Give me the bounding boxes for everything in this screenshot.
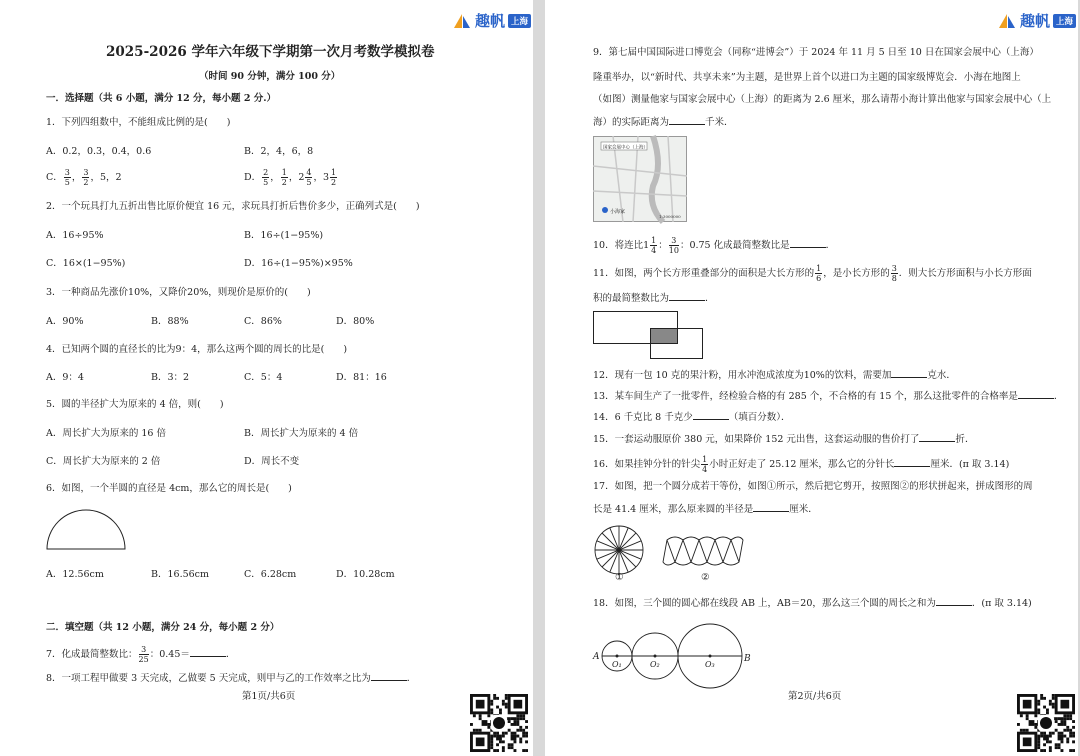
- option-text: C．周长扩大为原来的 2 倍: [46, 456, 161, 467]
- answer-blank[interactable]: [371, 671, 407, 681]
- question-17: 17．如图，把一个圆分成若干等份，如图①所示，然后把它剪开，按照图②的形状拼起来，拼成图形的周: [593, 481, 1033, 492]
- question-7: 7．化成最简整数比： $\frac{3}{25}$ ：0.45＝ ．: [46, 645, 236, 664]
- option-text: A．90%: [46, 316, 84, 327]
- question-11-line: 积的最简整数比为 ．: [593, 293, 715, 304]
- option-text: A．0.2，0.3，0.4，0.6: [46, 146, 152, 157]
- question-1: 1．下列四组数中，不能组成比例的是( ): [46, 117, 231, 128]
- question-14: 14．6 千克比 8 千克少 （填百分数）．: [593, 412, 791, 423]
- question-13: 13．某车间生产了一批零件，经检验合格的有 285 个，不合格的有 15 个，那么这批零件的合格率是 ．: [593, 391, 1064, 402]
- option-text: B．16÷(1−95%): [244, 230, 324, 241]
- sail-icon: [997, 12, 1017, 30]
- question-16: 16．如果挂钟分针的针尖 $\frac{1}{4}$ 小时正好走了 25.12 厘米，那么它的分针长 厘米．(π 取 3.14): [593, 455, 1010, 474]
- figure-label: ②: [701, 572, 710, 583]
- label-a: A: [593, 652, 600, 662]
- answer-blank[interactable]: [753, 502, 789, 512]
- question-3: 3．一种商品先涨价10%，又降价20%，则现价是原价的( ): [46, 287, 311, 298]
- question-2: 2．一个玩具打九五折出售比原价便宜 16 元，求玩具打折后售价多少，正确列式是( ): [46, 201, 420, 212]
- exam-page-2: [545, 0, 1078, 756]
- answer-blank[interactable]: [936, 596, 972, 606]
- answer-blank[interactable]: [669, 115, 705, 125]
- qr-code: [1017, 694, 1075, 752]
- option-text: D．81：16: [336, 372, 387, 383]
- option-text: C．6.28cm: [244, 569, 297, 580]
- option-text: B．88%: [151, 316, 189, 327]
- label-o3: O₃: [705, 660, 715, 669]
- three-circles-figure: [589, 620, 749, 676]
- question-6: 6．如图，一个半圆的直径是 4cm，那么它的周长是( ): [46, 483, 292, 494]
- question-18: 18．如图，三个圆的圆心都在线段 AB 上，AB＝20，那么这三个圆的周长之和为 ．(π 取 3.14): [593, 598, 1032, 609]
- answer-blank[interactable]: [190, 647, 226, 657]
- exam-page-1: [0, 0, 533, 756]
- answer-blank[interactable]: [919, 432, 955, 442]
- qr-code: [470, 694, 528, 752]
- semicircle-figure: [44, 506, 128, 552]
- option-text: B．周长扩大为原来的 4 倍: [244, 428, 359, 439]
- answer-blank[interactable]: [891, 368, 927, 378]
- option-text: A．周长扩大为原来的 16 倍: [46, 428, 166, 439]
- option-text: C．5：4: [244, 372, 283, 383]
- label-o2: O₂: [650, 660, 660, 669]
- question-9-line: （如图）测量他家与国家会展中心（上海）的距离为 2.6 厘米，那么请帮小海计算出他家与国家会展中心（上: [593, 94, 1052, 105]
- answer-blank[interactable]: [790, 238, 826, 248]
- overlapping-rectangles-figure: [593, 310, 705, 360]
- question-17-line: 长是 41.4 厘米，那么原来圆的半径是 厘米．: [593, 504, 818, 515]
- label-b: B: [744, 654, 751, 664]
- question-4: 4．已知两个圆的直径长的比为9：4，那么这两个圆的周长的比是( ): [46, 344, 348, 355]
- page-footer: 第2页/共6页: [788, 691, 842, 702]
- map-figure: [593, 136, 687, 222]
- map-venue-label: 国家会展中心（上海）: [603, 145, 648, 151]
- option-text: D．16÷(1−95%)×95%: [244, 258, 353, 269]
- question-9-line: 海）的实际距离为 千米．: [593, 117, 734, 128]
- section-heading: 二．填空题（共 12 小题，满分 24 分，每小题 2 分）: [46, 622, 280, 633]
- option-text: C． $\frac{3}{5}$ ， $\frac{3}{2}$ ，5，2: [46, 168, 122, 187]
- option-text: D．80%: [336, 316, 375, 327]
- question-9-line: 隆重举办，以“新时代、共享未来”为主题，是世界上首个以进口为主题的国家级博览会．小海在地图上: [593, 72, 1021, 83]
- option-text: B．3：2: [151, 372, 190, 383]
- question-8: 8．一项工程甲做要 3 天完成，乙做要 5 天完成，则甲与乙的工作效率之比为 ．: [46, 673, 417, 684]
- figure-label: ①: [615, 572, 624, 583]
- option-text: C．16×(1−95%): [46, 258, 126, 269]
- question-15: 15．一套运动服原价 380 元，如果降价 152 元出售，这套运动服的售价打了 折．: [593, 434, 975, 445]
- question-10: 10．将连比1 $\frac{1}{4}$ ： $\frac{3}{10}$ ：0.75 化成最简整数比是 ．: [593, 236, 836, 255]
- map-scale: 1:3000000: [659, 214, 681, 219]
- page-title: 2025-2026 学年六年级下学期第一次月考数学模拟卷: [106, 44, 435, 60]
- answer-blank[interactable]: [693, 410, 729, 420]
- sail-icon: [452, 12, 472, 30]
- answer-blank[interactable]: [1018, 389, 1054, 399]
- option-text: A．16÷95%: [46, 230, 104, 241]
- page-footer: 第1页/共6页: [242, 691, 296, 702]
- option-text: D．周长不变: [244, 456, 300, 467]
- map-home-label: 小海家: [610, 209, 626, 215]
- brand-logo: 趣帆 上海: [997, 10, 1076, 31]
- question-9: 9．第七届中国国际进口博览会（同称“进博会”）于 2024 年 11 月 5 日至 10 日在国家会展中心（上海）: [593, 47, 1039, 58]
- label-o1: O₁: [612, 660, 622, 669]
- question-11: 11．如图，两个长方形重叠部分的面积是大长方形的 $\frac{1}{6}$ ，是小长方形的 $\frac{3}{8}$ ．则大长方形面积与小长方形面: [593, 264, 1032, 283]
- subtitle: （时间 90 分钟，满分 100 分）: [199, 71, 341, 82]
- option-text: D． $\frac{2}{5}$ ， $\frac{1}{2}$ ，2 $\frac{4}{5}$ ，3 $\frac{1}{2}$: [244, 168, 337, 187]
- option-text: B．2，4，6，8: [244, 146, 314, 157]
- answer-blank[interactable]: [669, 291, 705, 301]
- option-text: D．10.28cm: [336, 569, 395, 580]
- section-heading: 一．选择题（共 6 小题，满分 12 分，每小题 2 分.）: [46, 93, 277, 104]
- option-text: C．86%: [244, 316, 282, 327]
- question-12: 12．现有一包 10 克的果汁粉，用水冲泡成浓度为10%的饮料，需要加 克水．: [593, 370, 956, 381]
- answer-blank[interactable]: [894, 457, 930, 467]
- option-text: A．9：4: [46, 372, 84, 383]
- brand-logo: 趣帆 上海: [452, 10, 531, 31]
- question-5: 5．圆的半径扩大为原来的 4 倍，则( ): [46, 399, 224, 410]
- option-text: B．16.56cm: [151, 569, 210, 580]
- option-text: A．12.56cm: [46, 569, 104, 580]
